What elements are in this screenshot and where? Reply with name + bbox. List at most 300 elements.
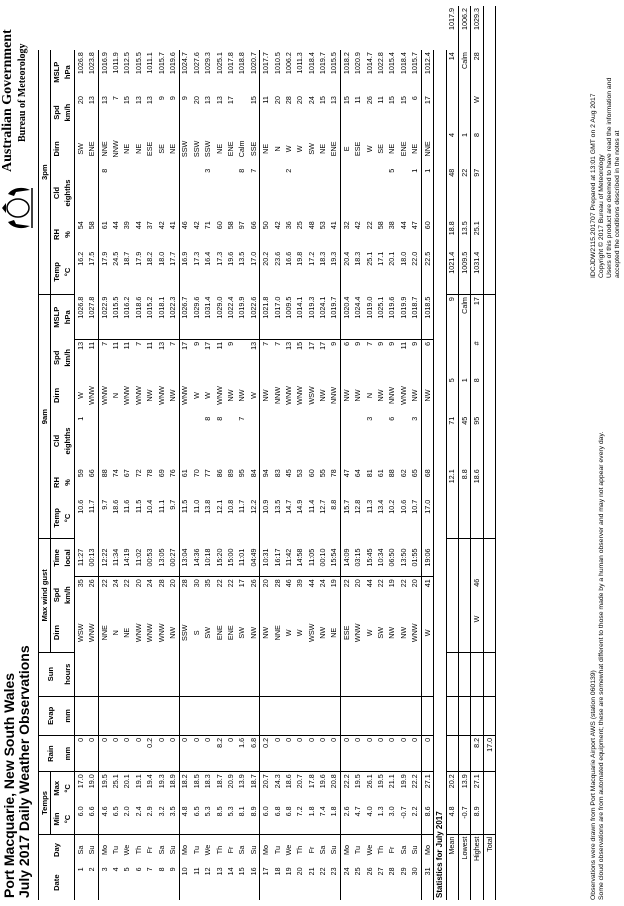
stats-cell [459, 652, 471, 696]
table-cell [75, 652, 87, 696]
table-cell: 10.8 [225, 499, 235, 514]
table-cell: 19.3 [156, 772, 167, 805]
table-cell: 41 [167, 221, 177, 230]
table-cell [133, 696, 144, 735]
table-cell: 7 [98, 339, 110, 376]
table-cell: WSW [306, 386, 316, 405]
table-cell: 9 [179, 94, 191, 131]
table-cell: 12 [203, 867, 213, 876]
table-cell: 1020.9 [353, 52, 363, 75]
table-cell [353, 652, 364, 696]
table-cell [410, 652, 422, 696]
table-cell: 18.0 [398, 251, 408, 266]
table-cell: 11 [87, 339, 99, 376]
table-cell: 22 [318, 867, 328, 876]
table-cell: Mo [421, 834, 433, 865]
table-row [133, 6, 144, 900]
table-cell: 97 [237, 221, 247, 230]
table-cell: SSE [248, 141, 258, 157]
stats-cell: 1017.9 [446, 6, 458, 50]
table-cell: 11.4 [306, 499, 316, 514]
table-cell: 88 [98, 467, 110, 497]
table-cell: WNW [295, 386, 305, 405]
table-cell: 18.2 [145, 251, 155, 266]
table-cell: Fr [145, 834, 156, 865]
table-cell: 18 [272, 867, 282, 876]
stats-cell [459, 735, 471, 771]
table-cell [341, 167, 353, 220]
table-cell: 11:42 [283, 548, 293, 567]
table-cell: 6 [410, 96, 420, 101]
table-cell [364, 652, 375, 696]
table-cell [341, 415, 353, 468]
table-cell: NNW [329, 386, 339, 405]
stats-cell [483, 772, 495, 805]
table-cell [237, 94, 248, 131]
table-cell: Su [329, 834, 341, 865]
stats-cell: 8 [471, 131, 483, 167]
table-cell: NE [329, 627, 339, 638]
unit-pm-spd: km/h [63, 94, 75, 131]
col-gust-dirn: Dirn [52, 624, 62, 641]
table-row [225, 6, 236, 900]
stats-cell [483, 376, 495, 415]
table-cell [421, 415, 433, 468]
stats-cell [483, 219, 495, 249]
table-row [75, 6, 87, 900]
table-cell: 1019.9 [237, 296, 247, 319]
table-cell [283, 696, 294, 735]
col-gust-spd: Spd [52, 587, 62, 603]
table-cell: 13.5 [272, 499, 282, 514]
table-cell: W [203, 392, 213, 399]
table-cell: NW [260, 614, 272, 653]
table-cell: SW [75, 143, 85, 155]
stats-cell [483, 539, 495, 577]
table-cell: 1019.7 [329, 296, 339, 319]
table-cell: 20 [353, 577, 364, 614]
table-cell: 13.4 [376, 499, 386, 514]
table-cell [306, 415, 317, 468]
table-cell [122, 167, 133, 220]
stats-label: Lowest [459, 834, 471, 900]
unit-evap: mm [63, 696, 75, 735]
table-cell: 6 [421, 339, 433, 376]
stats-cell: 1029.3 [471, 6, 483, 50]
page-title [2, 645, 32, 898]
table-cell: 12:22 [98, 539, 110, 577]
col-pm-cld: Cld [52, 186, 62, 200]
stats-cell: 8.2 [471, 735, 483, 771]
stats-cell [483, 94, 495, 131]
table-cell [156, 167, 167, 220]
table-cell: Mo [341, 834, 353, 865]
table-cell: 5 [122, 867, 132, 872]
table-cell: WNW [156, 623, 166, 643]
footer-r4: accepted the conditions described in the notes at [614, 130, 621, 278]
table-cell: 1027.8 [87, 296, 97, 319]
table-cell: 18.7 [248, 772, 260, 805]
table-cell: WNW [133, 386, 143, 405]
table-cell: 29 [398, 867, 408, 876]
table-row [202, 6, 213, 900]
stats-cell [459, 339, 471, 376]
stats-cell [446, 539, 458, 577]
stats-cell [483, 696, 495, 735]
table-cell: 15 [122, 96, 132, 105]
stats-cell: -0.7 [459, 804, 471, 834]
table-cell: 10.6 [75, 499, 85, 514]
table-cell: 14:19 [122, 548, 132, 567]
unit-gust-time: local [63, 539, 75, 577]
table-cell: 1017.8 [225, 52, 235, 75]
stats-cell: 17.0 [483, 735, 495, 771]
table-cell: 35 [75, 577, 87, 614]
table-cell: 22 [364, 221, 374, 230]
stats-cell [483, 6, 495, 50]
table-cell [260, 167, 272, 220]
table-cell [421, 696, 433, 735]
footer-r3: Users of this product are deemed to have read the information and [606, 77, 613, 278]
table-cell: SE [376, 144, 386, 154]
table-cell: 1019.6 [387, 296, 397, 319]
table-cell: Fr [225, 834, 236, 865]
table-cell: 0 [317, 735, 328, 771]
table-cell: 13 [98, 94, 110, 131]
table-cell: 3.2 [156, 806, 166, 817]
table-cell: 28 [387, 867, 397, 876]
table-cell: 44 [306, 577, 317, 614]
table-cell: SSW [203, 140, 213, 158]
table-cell: 1026.8 [75, 296, 85, 319]
table-cell: 16 [248, 867, 258, 876]
table-cell [283, 652, 294, 696]
table-cell: 1015.7 [410, 52, 420, 75]
table-cell: 76 [167, 469, 177, 478]
table-cell: NW [145, 389, 155, 402]
stats-cell [483, 498, 495, 539]
table-cell: 0 [329, 735, 341, 771]
table-cell: 00:27 [167, 548, 177, 567]
table-cell: 50 [260, 219, 272, 249]
unit-am-spd: km/h [63, 339, 75, 376]
table-cell: 8.2 [214, 735, 225, 771]
table-row [156, 6, 167, 900]
table-cell: 18.0 [156, 251, 166, 266]
table-cell: Fr [387, 834, 398, 865]
table-cell: 44 [111, 221, 121, 230]
col-pm-spd: Spd [52, 105, 62, 120]
table-cell: 30 [410, 867, 420, 876]
table-cell: 2.0 [122, 806, 132, 817]
table-cell: 13 [283, 339, 294, 376]
table-cell: 86 [214, 469, 224, 478]
table-cell: NW [225, 389, 235, 402]
table-cell: WNW [214, 386, 224, 405]
table-cell: 13 [329, 96, 339, 105]
table-cell [375, 167, 386, 220]
table-cell [202, 652, 213, 696]
table-cell: 0 [341, 735, 353, 771]
col-3pm: 3pm [39, 50, 51, 294]
table-cell [329, 415, 341, 468]
table-cell: 1024.7 [179, 50, 191, 94]
table-cell: 19 [329, 577, 341, 614]
table-cell [295, 696, 306, 735]
table-cell: 13 [133, 96, 143, 105]
table-cell: 11.1 [156, 499, 166, 514]
table-cell: 0 [156, 735, 167, 771]
table-cell: 47 [410, 221, 420, 230]
table-cell: 20.7 [295, 772, 306, 805]
table-cell: 20.2 [260, 250, 272, 295]
stats-rows [446, 6, 496, 900]
stats-cell [483, 250, 495, 295]
table-cell: NW [237, 389, 247, 402]
table-cell: We [283, 834, 294, 865]
table-cell: 20 [295, 867, 305, 876]
table-cell: 69 [156, 469, 166, 478]
table-cell: 60 [214, 221, 224, 230]
table-cell [248, 652, 260, 696]
bom-label: Bureau of Meteorology [17, 43, 28, 142]
table-cell: 44 [133, 221, 143, 230]
table-row [272, 6, 283, 900]
table-cell: NE [133, 143, 143, 154]
table-cell: 22 [122, 577, 133, 614]
table-cell [353, 415, 364, 468]
footer-r1: IDCJDW2115.201707 Prepared at 13:01 GMT on 2 Aug 2017 [590, 93, 597, 278]
table-cell [387, 652, 398, 696]
footer-line-2: Some cloud observations are from automated equipment; these are somewhat different to those made by a human observer and may not appear every day. [598, 431, 605, 900]
table-cell: 24 [341, 865, 353, 900]
table-cell: 22 [375, 577, 386, 614]
table-row [387, 6, 398, 900]
table-row [110, 6, 121, 900]
table-cell: 1011.9 [111, 52, 121, 74]
table-cell: 42 [156, 221, 166, 230]
table-cell: 77 [203, 469, 213, 478]
table-cell [410, 696, 422, 735]
table-cell: 13 [214, 867, 224, 876]
station-name: Port Macquarie, New South Wales [1, 672, 17, 898]
table-cell: 13 [75, 339, 87, 376]
table-cell: 15 [318, 96, 328, 105]
table-cell: Sa [237, 834, 248, 865]
table-cell [248, 696, 260, 735]
table-cell: 1022.8 [376, 52, 386, 75]
table-cell [283, 415, 294, 468]
table-cell: Sa [75, 834, 87, 865]
table-cell: 61 [98, 219, 110, 249]
table-cell: NW [167, 626, 177, 639]
table-cell: 0 [353, 735, 364, 771]
stats-cell: 8.9 [471, 804, 483, 834]
table-cell: 1022.6 [248, 296, 258, 319]
table-cell: 11 [376, 96, 386, 104]
table-cell: 20 [167, 577, 179, 614]
table-cell: 8 [203, 416, 213, 421]
table-cell: 5 [387, 168, 397, 173]
table-row [317, 6, 328, 900]
stats-label: Total [483, 834, 495, 900]
stats-row-total [483, 6, 495, 900]
table-cell: 66 [248, 221, 258, 230]
table-cell [329, 696, 341, 735]
table-cell: 46 [179, 219, 191, 249]
stats-cell [446, 94, 458, 131]
table-cell: 20 [295, 96, 305, 105]
stats-cell: 4.8 [446, 804, 458, 834]
table-cell: 0 [87, 735, 99, 771]
table-cell [179, 696, 191, 735]
table-cell: 11:02 [133, 548, 143, 567]
stats-cell: 27.1 [471, 772, 483, 805]
table-cell: WNW [87, 623, 97, 643]
table-cell: N [111, 630, 121, 636]
table-cell: 3 [410, 416, 420, 421]
stats-cell [483, 652, 495, 696]
table-cell: E [341, 131, 353, 167]
table-cell [398, 415, 409, 468]
table-cell: 26 [364, 867, 374, 876]
table-cell: We [364, 834, 375, 865]
stats-cell [471, 652, 483, 696]
table-cell [214, 652, 225, 696]
stats-cell: 1031.4 [471, 250, 483, 295]
footer-r2: Copyright © 2017 Bureau of Meteorology [598, 154, 605, 278]
table-cell: WNW [133, 623, 143, 643]
table-cell: 18.7 [122, 251, 132, 266]
table-cell: 11.7 [237, 499, 247, 514]
footer-copyright [590, 8, 622, 278]
table-cell: 24 [145, 577, 156, 614]
table-cell: 59 [75, 469, 85, 478]
table-cell [156, 696, 167, 735]
table-cell: Su [248, 834, 260, 865]
table-cell: 1024.4 [353, 296, 363, 319]
table-cell [295, 167, 306, 220]
table-cell: 14:58 [295, 548, 305, 567]
table-cell: 35 [202, 577, 213, 614]
table-cell: 04:49 [248, 548, 258, 567]
table-cell: Su [87, 834, 99, 865]
unit-pm-rh: % [63, 219, 75, 249]
table-cell: 11.3 [364, 499, 374, 514]
table-cell: 9 [410, 339, 422, 376]
table-cell: NNE [98, 614, 110, 653]
table-cell: NW [248, 626, 258, 639]
table-cell: 46 [283, 577, 294, 614]
table-cell: 1023.8 [87, 52, 97, 75]
table-cell: 11 [398, 339, 409, 376]
table-cell: 16:17 [272, 548, 282, 567]
table-cell: 1015.5 [329, 52, 339, 75]
table-row [167, 6, 179, 900]
table-cell: 11 [214, 339, 225, 376]
table-cell [156, 415, 167, 468]
unit-rain: mm [63, 735, 75, 771]
table-cell: NW [318, 389, 328, 402]
table-cell: 58 [87, 221, 97, 230]
stats-cell [459, 94, 471, 131]
table-cell: 24 [317, 577, 328, 614]
table-cell: 22 [398, 577, 409, 614]
table-cell: 17 [225, 96, 235, 105]
table-cell: 7 [272, 339, 283, 376]
unit-min: °C [63, 804, 75, 834]
table-cell: 1029.0 [214, 296, 224, 319]
table-cell: Su [410, 834, 422, 865]
table-cell: 95 [237, 469, 247, 478]
table-cell: 7 [237, 416, 247, 421]
table-cell: 0 [410, 735, 422, 771]
table-cell: 88 [387, 469, 397, 478]
table-cell: 20.1 [387, 251, 397, 266]
table-cell: 10.4 [145, 499, 155, 514]
table-cell: 20 [75, 96, 85, 105]
table-cell: W [75, 392, 85, 399]
unit-gust-dirn [63, 614, 75, 653]
table-cell: 00:53 [145, 548, 155, 567]
table-cell: 7 [145, 867, 155, 872]
col-am-rh: RH [52, 476, 62, 488]
table-cell: 18.9 [167, 772, 179, 805]
table-cell: 24 [306, 96, 316, 105]
table-cell [87, 696, 99, 735]
table-cell [317, 696, 328, 735]
table-cell: 15 [387, 96, 397, 105]
stats-cell: 1009.5 [459, 250, 471, 295]
table-cell: 9 [329, 339, 341, 376]
table-cell: Sa [398, 834, 409, 865]
table-cell: 28 [156, 577, 167, 614]
table-cell: 11 [110, 339, 121, 376]
table-cell: 72 [133, 469, 143, 478]
stats-cell: 22 [459, 167, 471, 220]
table-cell: 26 [87, 577, 99, 614]
table-cell: 7.4 [318, 806, 328, 817]
table-cell: 67 [122, 469, 132, 478]
table-cell [133, 415, 144, 468]
table-cell: 6.5 [191, 806, 201, 817]
table-cell [133, 652, 144, 696]
table-cell: NE [167, 143, 177, 154]
table-cell: 22.2 [410, 772, 422, 805]
table-cell: 3 [98, 865, 110, 900]
table-cell: 20 [272, 96, 282, 105]
table-cell: 17 [237, 577, 248, 614]
table-cell: 20.9 [225, 772, 236, 805]
table-cell: 22.2 [341, 772, 353, 805]
table-cell: 1010.5 [272, 52, 282, 75]
table-cell: 17.0 [248, 251, 258, 266]
table-cell [398, 167, 409, 220]
table-cell [317, 167, 328, 220]
report-title: July 2017 Daily Weather Observations [16, 645, 32, 898]
table-cell: 1017.0 [272, 296, 282, 319]
table-cell: 15:20 [214, 548, 224, 567]
col-rain: Rain [39, 735, 63, 771]
table-cell: 1019.9 [398, 296, 408, 319]
table-cell: 94 [260, 467, 272, 497]
table-cell: NW [260, 376, 272, 415]
table-row [260, 6, 272, 900]
table-cell: 30 [191, 577, 202, 614]
table-cell: 27 [376, 867, 386, 876]
table-cell: 6.0 [75, 806, 85, 817]
table-cell: 7.2 [295, 806, 305, 817]
